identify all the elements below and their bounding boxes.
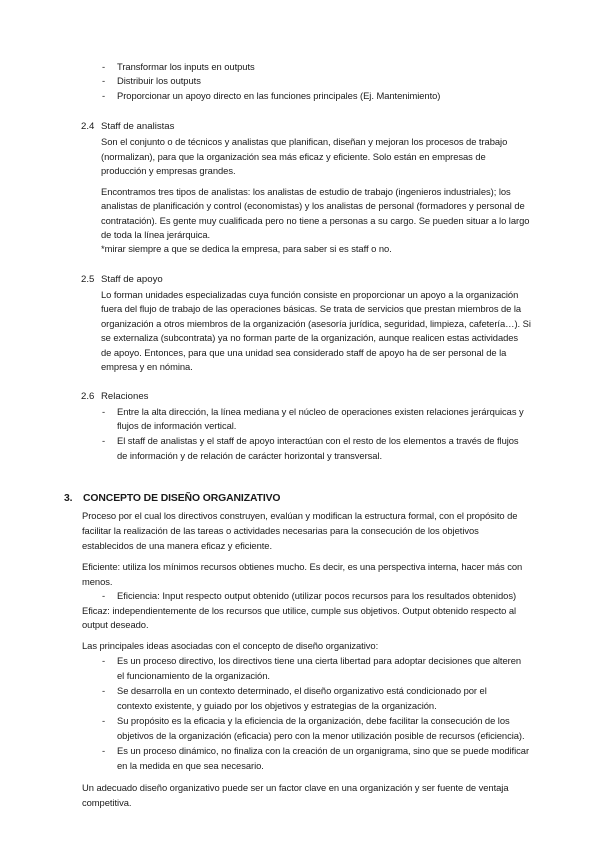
list-item-line: en la medida en que sea necesario. bbox=[117, 760, 264, 771]
list-item-line: el funcionamiento de la organización. bbox=[117, 670, 270, 681]
list-item-line: flujos de información vertical. bbox=[117, 420, 237, 431]
bullet-dash: - bbox=[102, 435, 106, 446]
section-number: 2.6 bbox=[81, 391, 95, 402]
bullet-dash: - bbox=[102, 75, 106, 86]
paragraph-line: Lo forman unidades especializadas cuya función consiste en proporcionar un apoyo a la organización bbox=[101, 289, 519, 300]
paragraph-line: organización a otros miembros de la organización (asesoría jurídica, seguridad, limpieza, cafetería…). Si bbox=[101, 318, 531, 329]
bullet-dash: - bbox=[102, 590, 106, 601]
section-number: 3. bbox=[64, 493, 73, 504]
paragraph-line: Eficiente: utiliza los mínimos recursos obtienes mucho. Es decir, es una perspectiva interna, hacer más con bbox=[82, 561, 523, 572]
paragraph-line: de apoyo. Entonces, para que una unidad sea considerado staff de apoyo ha de ser personal de la bbox=[101, 347, 507, 358]
list-item: Proporcionar un apoyo directo en las funciones principales (Ej. Mantenimiento) bbox=[117, 90, 441, 101]
paragraph-line: Las principales ideas asociadas con el concepto de diseño organizativo: bbox=[82, 640, 379, 651]
bullet-dash: - bbox=[102, 61, 106, 72]
paragraph-line: Encontramos tres tipos de analistas: los analistas de estudio de trabajo (ingenieros industriales); los bbox=[101, 186, 511, 197]
paragraph-line: competitiva. bbox=[82, 797, 132, 808]
paragraph-line: Proceso por el cual los directivos construyen, evalúan y modifican la estructura formal, con el propósito de bbox=[82, 510, 518, 521]
paragraph-line: fuera del flujo de trabajo de las operaciones básicas. Se trata de servicios que prestan miembros de la bbox=[101, 303, 522, 314]
bullet-dash: - bbox=[102, 406, 106, 417]
bullet-dash: - bbox=[102, 685, 106, 696]
paragraph-line: establecidos de una manera eficaz y eficiente. bbox=[82, 540, 273, 551]
list-item-line: Se desarrolla en un contexto determinado, el diseño organizativo está condicionado por el bbox=[117, 685, 487, 696]
section-number: 2.5 bbox=[81, 274, 95, 285]
list-item: Transformar los inputs en outputs bbox=[117, 61, 255, 72]
bullet-dash: - bbox=[102, 90, 106, 101]
list-item-line: contexto existente, y guiado por los objetivos y estrategias de la organización. bbox=[117, 700, 437, 711]
bullet-dash: - bbox=[102, 745, 106, 756]
paragraph-line: se externaliza (subcontrata) ya no forman parte de la organización, aunque realicen estas actividades bbox=[101, 332, 519, 343]
paragraph-line: facilitar la realización de las tareas o actividades necesarias para la consecución de los objetivos bbox=[82, 525, 479, 536]
section-number: 2.4 bbox=[81, 121, 95, 132]
list-item-line: objetivos de la organización (eficacia) pero con la menor utilización posible de recursos (eficiencia). bbox=[117, 730, 525, 741]
paragraph-line: empresa y en nómina. bbox=[101, 361, 193, 372]
list-item-line: El staff de analistas y el staff de apoyo interactúan con el resto de los elementos a través de flujos bbox=[117, 435, 519, 446]
bullet-dash: - bbox=[102, 655, 106, 666]
paragraph-line: *mirar siempre a que se dedica la empresa, para saber si es staff o no. bbox=[101, 243, 392, 254]
list-item-line: de información y de relación de carácter horizontal y transversal. bbox=[117, 450, 383, 461]
list-item-line: Su propósito es la eficacia y la eficiencia de la organización, debe facilitar la consecución de los bbox=[117, 715, 510, 726]
paragraph-line: analistas de planificación y control (economistas) y los analistas de personal (formadores y personal de bbox=[101, 200, 525, 211]
paragraph-line: Eficaz: independientemente de los recursos que utilice, cumple sus objetivos. Output obtenido respecto al bbox=[82, 605, 517, 616]
list-item: Eficiencia: Input respecto output obtenido (utilizar pocos recursos para los resultados obtenidos) bbox=[117, 590, 517, 601]
section-title: CONCEPTO DE DISEÑO ORGANIZATIVO bbox=[83, 493, 281, 504]
section-title: Relaciones bbox=[101, 391, 149, 402]
paragraph-line: menos. bbox=[82, 576, 113, 587]
list-item-line: Es un proceso dinámico, no finaliza con la creación de un organigrama, sino que se puede modificar bbox=[117, 745, 530, 756]
section-title: Staff de apoyo bbox=[101, 274, 163, 285]
bullet-dash: - bbox=[102, 715, 106, 726]
paragraph-line: output deseado. bbox=[82, 619, 149, 630]
list-item-line: Entre la alta dirección, la línea mediana y el núcleo de operaciones existen relaciones jerárquicas y bbox=[117, 406, 524, 417]
paragraph-line: Un adecuado diseño organizativo puede ser un factor clave en una organización y ser fuente de ventaja bbox=[82, 782, 509, 793]
section-title: Staff de analistas bbox=[101, 121, 175, 132]
paragraph-line: (normalizan), para que la organización sea más eficaz y eficiente. Solo están en empresas de bbox=[101, 151, 486, 162]
paragraph-line: contratación). Es gente muy cualificada pero no tiene a personas a su cargo. Se pueden situar a lo largo bbox=[101, 215, 530, 226]
paragraph-line: producción y empresas grandes. bbox=[101, 165, 236, 176]
paragraph-line: de toda la línea jerárquica. bbox=[101, 229, 211, 240]
list-item-line: Es un proceso directivo, los directivos tiene una cierta libertad para adoptar decisiones que alteren bbox=[117, 655, 522, 666]
list-item: Distribuir los outputs bbox=[117, 75, 201, 86]
paragraph-line: Son el conjunto o de técnicos y analistas que planifican, diseñan y mejoran los procesos de trabajo bbox=[101, 136, 508, 147]
